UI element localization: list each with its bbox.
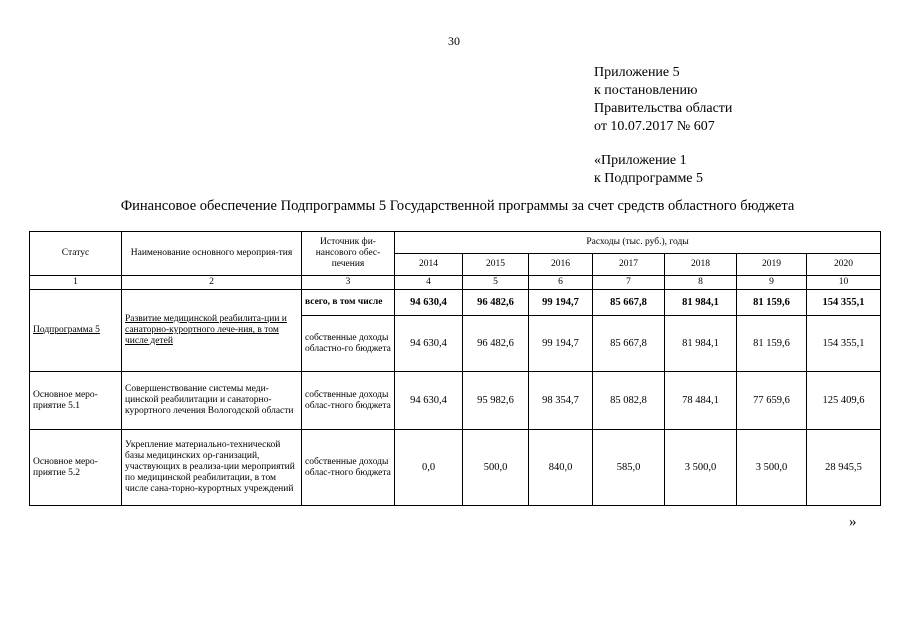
row-activity-name: Совершенствование системы меди-цинской реабилитации и санаторно-курортного лечения Вологодской области: [122, 372, 302, 430]
cell-value: 585,0: [593, 430, 665, 506]
row-funding-source: собственные доходы областно-го бюджета: [302, 316, 395, 372]
cell-value: 98 354,7: [529, 372, 593, 430]
cell-value: 3 500,0: [665, 430, 737, 506]
column-number: 7: [593, 276, 665, 290]
cell-value: 96 482,6: [463, 290, 529, 316]
appendix-line-1: Приложение 5: [594, 65, 680, 80]
appendix-line-4: от 10.07.2017 № 607: [594, 119, 715, 134]
header-year-2017: 2017: [593, 254, 665, 276]
appendix-reference: [594, 64, 732, 136]
row-status: Подпрограмма 5: [30, 290, 122, 372]
table-row: [30, 430, 881, 506]
header-year-2020: 2020: [807, 254, 881, 276]
cell-value: 99 194,7: [529, 316, 593, 372]
cell-value: 81 159,6: [737, 290, 807, 316]
column-number: 1: [30, 276, 122, 290]
row-status: Основное меро-приятие 5.2: [30, 430, 122, 506]
appendix-line-2: к постановлению: [594, 83, 698, 98]
cell-value: 0,0: [395, 430, 463, 506]
cell-value: 85 082,8: [593, 372, 665, 430]
appendix2-line-2: к Подпрограмме 5: [594, 171, 704, 186]
column-number: 4: [395, 276, 463, 290]
row-funding-source: собственные доходы облас-тного бюджета: [302, 430, 395, 506]
cell-value: 3 500,0: [737, 430, 807, 506]
cell-value: 77 659,6: [737, 372, 807, 430]
subprogram-appendix-reference: [594, 152, 703, 188]
column-number: 3: [302, 276, 395, 290]
cell-value: 81 984,1: [665, 290, 737, 316]
row-funding-source: собственные доходы облас-тного бюджета: [302, 372, 395, 430]
cell-value: 94 630,4: [395, 290, 463, 316]
cell-value: 840,0: [529, 430, 593, 506]
table-row: [30, 290, 881, 316]
column-number: 9: [737, 276, 807, 290]
header-activity-name: Наименование основного мероприя-тия: [122, 232, 302, 276]
table-row: [30, 372, 881, 430]
cell-value: 85 667,8: [593, 316, 665, 372]
column-number: 10: [807, 276, 881, 290]
cell-value: 154 355,1: [807, 316, 881, 372]
cell-value: 125 409,6: [807, 372, 881, 430]
header-year-2016: 2016: [529, 254, 593, 276]
header-funding-source: Источник фи-нансового обес-печения: [302, 232, 395, 276]
page-number: 30: [448, 34, 460, 48]
cell-value: 500,0: [463, 430, 529, 506]
row-activity-name: Развитие медицинской реабилита-ции и санаторно-курортного лече-ния, в том числе детей: [122, 290, 302, 372]
column-number: 2: [122, 276, 302, 290]
cell-value: 96 482,6: [463, 316, 529, 372]
row-activity-name: Укрепление материально-технической базы медицинских ор-ганизаций, участвующих в реализа-ции мероприятий по медицинской реабилитации, в том числе сана-торно-курортных учреждений: [122, 430, 302, 506]
header-year-2015: 2015: [463, 254, 529, 276]
cell-value: 78 484,1: [665, 372, 737, 430]
header-year-2014: 2014: [395, 254, 463, 276]
cell-value: 94 630,4: [395, 316, 463, 372]
cell-value: 81 159,6: [737, 316, 807, 372]
cell-value: 28 945,5: [807, 430, 881, 506]
cell-value: 95 982,6: [463, 372, 529, 430]
cell-value: 94 630,4: [395, 372, 463, 430]
row-status: Основное меро-приятие 5.1: [30, 372, 122, 430]
column-number: 8: [665, 276, 737, 290]
column-number: 5: [463, 276, 529, 290]
cell-value: 85 667,8: [593, 290, 665, 316]
appendix-line-3: Правительства области: [594, 101, 733, 116]
header-year-2019: 2019: [737, 254, 807, 276]
financing-table: [29, 231, 881, 506]
closing-quote: »: [849, 514, 857, 530]
row-funding-source: всего, в том числе: [302, 290, 395, 316]
document-title: Финансовое обеспечение Подпрограммы 5 Государственной программы за счет средств областного бюджета: [120, 198, 795, 214]
header-status: Статус: [30, 232, 122, 276]
cell-value: 99 194,7: [529, 290, 593, 316]
header-year-2018: 2018: [665, 254, 737, 276]
column-number: 6: [529, 276, 593, 290]
cell-value: 81 984,1: [665, 316, 737, 372]
cell-value: 154 355,1: [807, 290, 881, 316]
appendix2-line-1: «Приложение 1: [594, 153, 687, 168]
header-expenses: Расходы (тыс. руб.), годы: [395, 232, 881, 254]
